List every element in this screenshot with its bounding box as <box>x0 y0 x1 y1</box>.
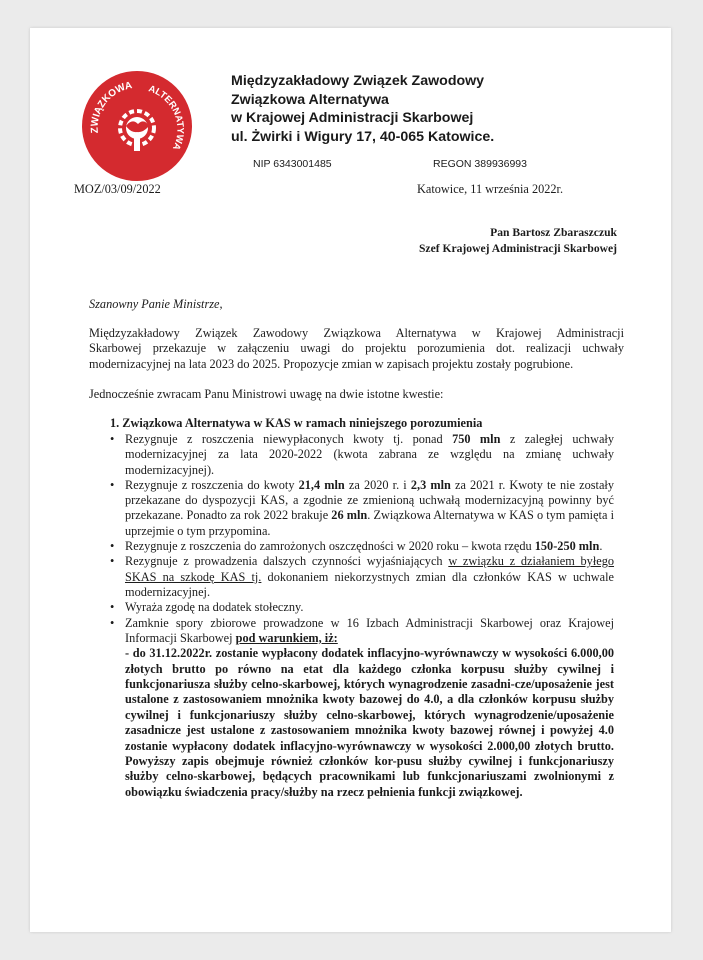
bullet-icon: • <box>110 539 115 554</box>
section-heading-1: 1. Związkowa Alternatywa w KAS w ramach niniejszego porozumienia <box>110 416 483 430</box>
regon-number: REGON 389936993 <box>433 158 527 170</box>
intro-line-3: modernizacyjnej na lata 2023 do 2025. Propozycje zmian w zapisach projektu zostały pogrubione. <box>89 356 574 371</box>
bullet-icon: • <box>110 554 115 569</box>
attention-line: Jednocześnie zwracam Panu Ministrowi uwagę na dwie istotne kwestie: <box>89 387 444 401</box>
bullet-icon: • <box>110 600 115 615</box>
list-item: • Rezygnuje z roszczenia do zamrożonych oszczędności w 2020 roku – kwota rzędu 150-250 mln. <box>110 539 603 554</box>
logo-top-text: ZWIĄZKOWA <box>89 80 134 134</box>
recipient-block <box>419 225 617 257</box>
conditions-list <box>108 432 614 800</box>
org-address: ul. Żwirki i Wigury 17, 40-065 Katowice. <box>231 128 495 145</box>
salutation: Szanowny Panie Ministrze, <box>89 297 223 311</box>
payment-condition: - do 31.12.2022r. zostanie wypłacony dodatek inflacyjno-wyrównawczy w wysokości 6.000,00 złotych brutto po równo na etat dla każdego członka korpusu służby cywilnej i funkcjonariusza służby celno-skarbowej, których wynagrodzenie zasadni-cze/uposażenie jest ustalone z zastosowaniem mnożnika kwoty bazowej do 4.0, a dla członków korpusu służby cywilnej i funkcjonariuszy służby celno-skarbowej, których wynagrodzenie/uposażenie zasadnicze jest ustalone z zastosowaniem mnożnika kwoty bazowej równej i powyżej 4.0 zostanie wypłacony dodatek inflacyjno-wyrównawczy w wysokości 2.000,00 złotych brutto. Powyższy zapis obejmuje również członków kor-pusu służby cywilnej i funkcjonariuszy służby celno-skarbowej, będących pracownikami lub funkcjonariuszami zwolnionymi z obowiązku świadczenia pracy/służby na rzecz pełnienia funkcji związkowej. <box>125 646 614 799</box>
bullet-icon: • <box>110 615 115 630</box>
list-item: • Zamknie spory zbiorowe prowadzone w 16 Izbach Administracji Skarbowej oraz Krajowej Informacji Skarbowej pod warunkiem, iż: - do 31.12.2022r. zostanie wypłacony dodatek inflacyjno-wyrównawczy w wysokości 6.000,00 złotych brutto po równo na etat dla każdego członka korpusu służby cywilnej i funkcjonariusza służby celno-skarbowej, których wynagrodzenie zasadni-cze/uposażenie jest ustalone z zastosowaniem mnożnika kwoty bazowej do 4.0, a dla członków korpusu służby cywilnej i funkcjonariuszy służby celno-skarbowej, których wynagrodzenie/uposażenie zasadnicze jest ustalone z zastosowaniem mnożnika kwoty bazowej równej i powyżej 4.0 zostanie wypłacony dodatek inflacyjno-wyrównawczy w wysokości 2.000,00 złotych brutto. Powyższy zapis obejmuje również członków kor-pusu służby cywilnej i funkcjonariuszy służby celno-skarbowej, będących pracownikami lub funkcjonariuszami zwolnionymi z obowiązku świadczenia pracy/służby na rzecz pełnienia funkcji związkowej. <box>110 615 614 799</box>
reference-number: MOZ/03/09/2022 <box>74 182 161 196</box>
list-item: • Wyraża zgodę na dodatek stołeczny. <box>110 600 304 615</box>
union-logo <box>82 71 192 181</box>
org-name-line3: w Krajowej Administracji Skarbowej <box>231 110 474 126</box>
intro-line-1: Międzyzakładowy Związek Zawodowy Związkowa Alternatywa w Krajowej Administracji <box>89 326 624 340</box>
recipient-name: Pan Bartosz Zbaraszczuk <box>490 226 617 239</box>
org-name-line1: Międzyzakładowy Związek Zawodowy <box>231 73 485 89</box>
list-item: • Rezygnuje z roszczenia niewypłaconych kwoty tj. ponad 750 mln z zaległej uchwały modernizacyjnej za lata 2020-2022 (kwota zabrana ze względu na zmianę uchwały modernizacyjnej). <box>110 432 614 477</box>
intro-paragraph <box>89 326 624 372</box>
nip-number: NIP 6343001485 <box>253 158 332 170</box>
bullet-icon: • <box>110 432 115 446</box>
intro-line-2: Skarbowej przekazuje w załączeniu uwagi do projektu porozumienia dot. realizacji uchwały <box>89 341 624 356</box>
logo-side-text: ALTERNATYWA <box>146 83 186 152</box>
list-item: • Rezygnuje z roszczenia do kwoty 21,4 mln za 2020 r. i 2,3 mln za 2021 r. Kwoty te nie zostały przekazane do dyspozycji KAS, a zgodnie ze zmienioną uchwałą modernizacyjną powinny być przekazane. Ponadto za rok 2022 brakuje 26 mln. Związkowa Alternatywa w KAS o tym pamięta i uprzejmie o tym przypomina. <box>110 477 614 538</box>
list-item: • Rezygnuje z prowadzenia dalszych czynności wyjaśniających w związku z działaniem byłego SKAS na szkodę KAS tj. dokonaniem niekorzystnych zmian dla członków KAS w uchwale modernizacyjnej. <box>110 554 615 599</box>
place-date: Katowice, 11 września 2022r. <box>417 182 564 196</box>
organization-header <box>231 72 494 146</box>
bullet-icon: • <box>110 477 115 492</box>
recipient-title: Szef Krajowej Administracji Skarbowej <box>418 242 617 255</box>
org-name-line2: Związkowa Alternatywa <box>231 91 389 108</box>
